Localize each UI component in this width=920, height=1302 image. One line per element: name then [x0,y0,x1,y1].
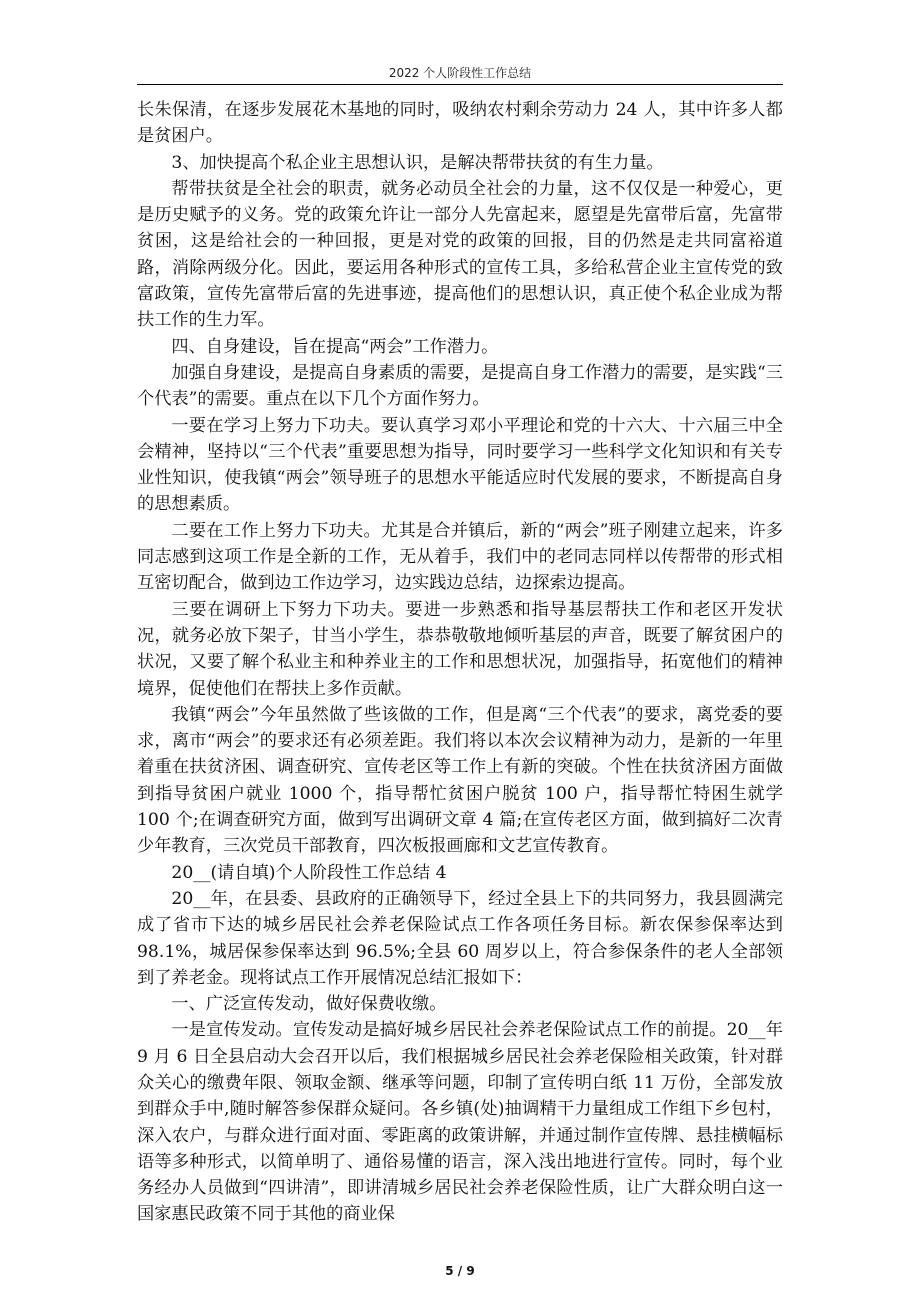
header-divider [137,84,783,85]
document-body [137,97,783,1228]
paragraph: 帮带扶贫是全社会的职责，就务必动员全社会的力量，这不仅仅是一种爱心，更是历史赋予的义务。党的政策允许让一部分人先富起来，愿望是先富带后富，先富带贫困，这是给社会的一种回报，更是对党的政策的回报，目的仍然是走共同富裕道路，消除两级分化。因此，要运用各种形式的宣传工具，多给私营企业主宣传党的致富政策，宣传先富带后富的先进事迹，提高他们的思想认识，真正使个私企业成为帮扶工作的生力军。 [137,178,783,331]
section-heading: 3、加快提高个私企业主思想认识，是解决帮带扶贫的有生力量。 [171,152,664,173]
section-heading: 一、广泛宣传发动，做好保费收缴。 [171,994,447,1015]
paragraph: 我镇“两会”今年虽然做了些该做的工作，但是离“三个代表”的要求，离党委的要求，离市“两会”的要求还有必须差距。我们将以本次会议精神为动力，是新的一年里着重在扶贫济困、调查研究、宣传老区等工作上有新的突破。个性在扶贫济困方面做到指导贫困户就业 1000 个，指导帮忙贫困户脱贫 100 户，指导帮忙特困生就学 100 个;在调查研究方面，做到写出调研文章 4 篇;在宣传老区方面，做到搞好二次青少年教育，三次党员干部教育，四次板报画廊和文艺宣传教育。 [137,704,783,857]
page-header: 2022 个人阶段性工作总结 [388,66,532,80]
paragraph: 三要在调研上下努力下功夫。要进一步熟悉和指导基层帮扶工作和老区开发状况，就务必放下架子，甘当小学生，恭恭敬敬地倾听基层的声音，既要了解贫困户的状况，又要了解个私业主和种养业主的工作和思想状况，加强指导，拓宽他们的精神境界，促使他们在帮扶上多作贡献。 [137,599,783,699]
paragraph: 长朱保清，在逐步发展花木基地的同时，吸纳农村剩余劳动力 24 人，其中许多人都是贫困户。 [137,100,783,147]
paragraph: 二要在工作上努力下功夫。尤其是合并镇后，新的“两会”班子刚建立起来，许多同志感到这项工作是全新的工作，无从着手，我们中的老同志同样以传帮带的形式相互密切配合，做到边工作边学习，边实践边总结，边探索边提高。 [137,520,783,594]
paragraph: 加强自身建设，是提高自身素质的需要，是提高自身工作潜力的需要，是实践“三个代表”的需要。重点在以下几个方面作努力。 [137,362,783,410]
section-title: 20__(请自填)个人阶段性工作总结 4 [171,862,447,883]
page-number: 5 / 9 [445,1264,475,1278]
paragraph: 一是宣传发动。宣传发动是搞好城乡居民社会养老保险试点工作的前提。20__年 9 月 6 日全县启动大会召开以后，我们根据城乡居民社会养老保险相关政策，针对群众关心的缴费年限、领取金额、继承等问题，印制了宣传明白纸 11 万份，全部发放到群众手中,随时解答参保群众疑问。各乡镇(处)抽调精干力量组成工作组下乡包村，深入农户，与群众进行面对面、零距离的政策讲解，并通过制作宣传牌、悬挂横幅标语等多种形式，以简单明了、通俗易懂的语言，深入浅出地进行宣传。同时，每个业务经办人员做到“四讲清”，即讲清城乡居民社会养老保险性质，让广大群众明白这一国家惠民政策不同于其他的商业保 [137,1020,783,1225]
paragraph: 一要在学习上努力下功夫。要认真学习邓小平理论和党的十六大、十六届三中全会精神，坚持以“三个代表”重要思想为指导，同时要学习一些科学文化知识和有关专业性知识，使我镇“两会”领导班子的思想水平能适应时代发展的要求，不断提高自身的思想素质。 [137,415,783,515]
section-heading: 四、自身建设，旨在提高“两会”工作潜力。 [171,336,499,357]
paragraph: 20__年，在县委、县政府的正确领导下，经过全县上下的共同努力，我县圆满完成了省市下达的城乡居民社会养老保险试点工作各项任务目标。新农保参保率达到 98.1%，城居保参保率达到 96.5%;全县 60 周岁以上，符合参保条件的老人全部领到了养老金。现将试点工作开展情况总结汇报如下： [137,888,783,988]
